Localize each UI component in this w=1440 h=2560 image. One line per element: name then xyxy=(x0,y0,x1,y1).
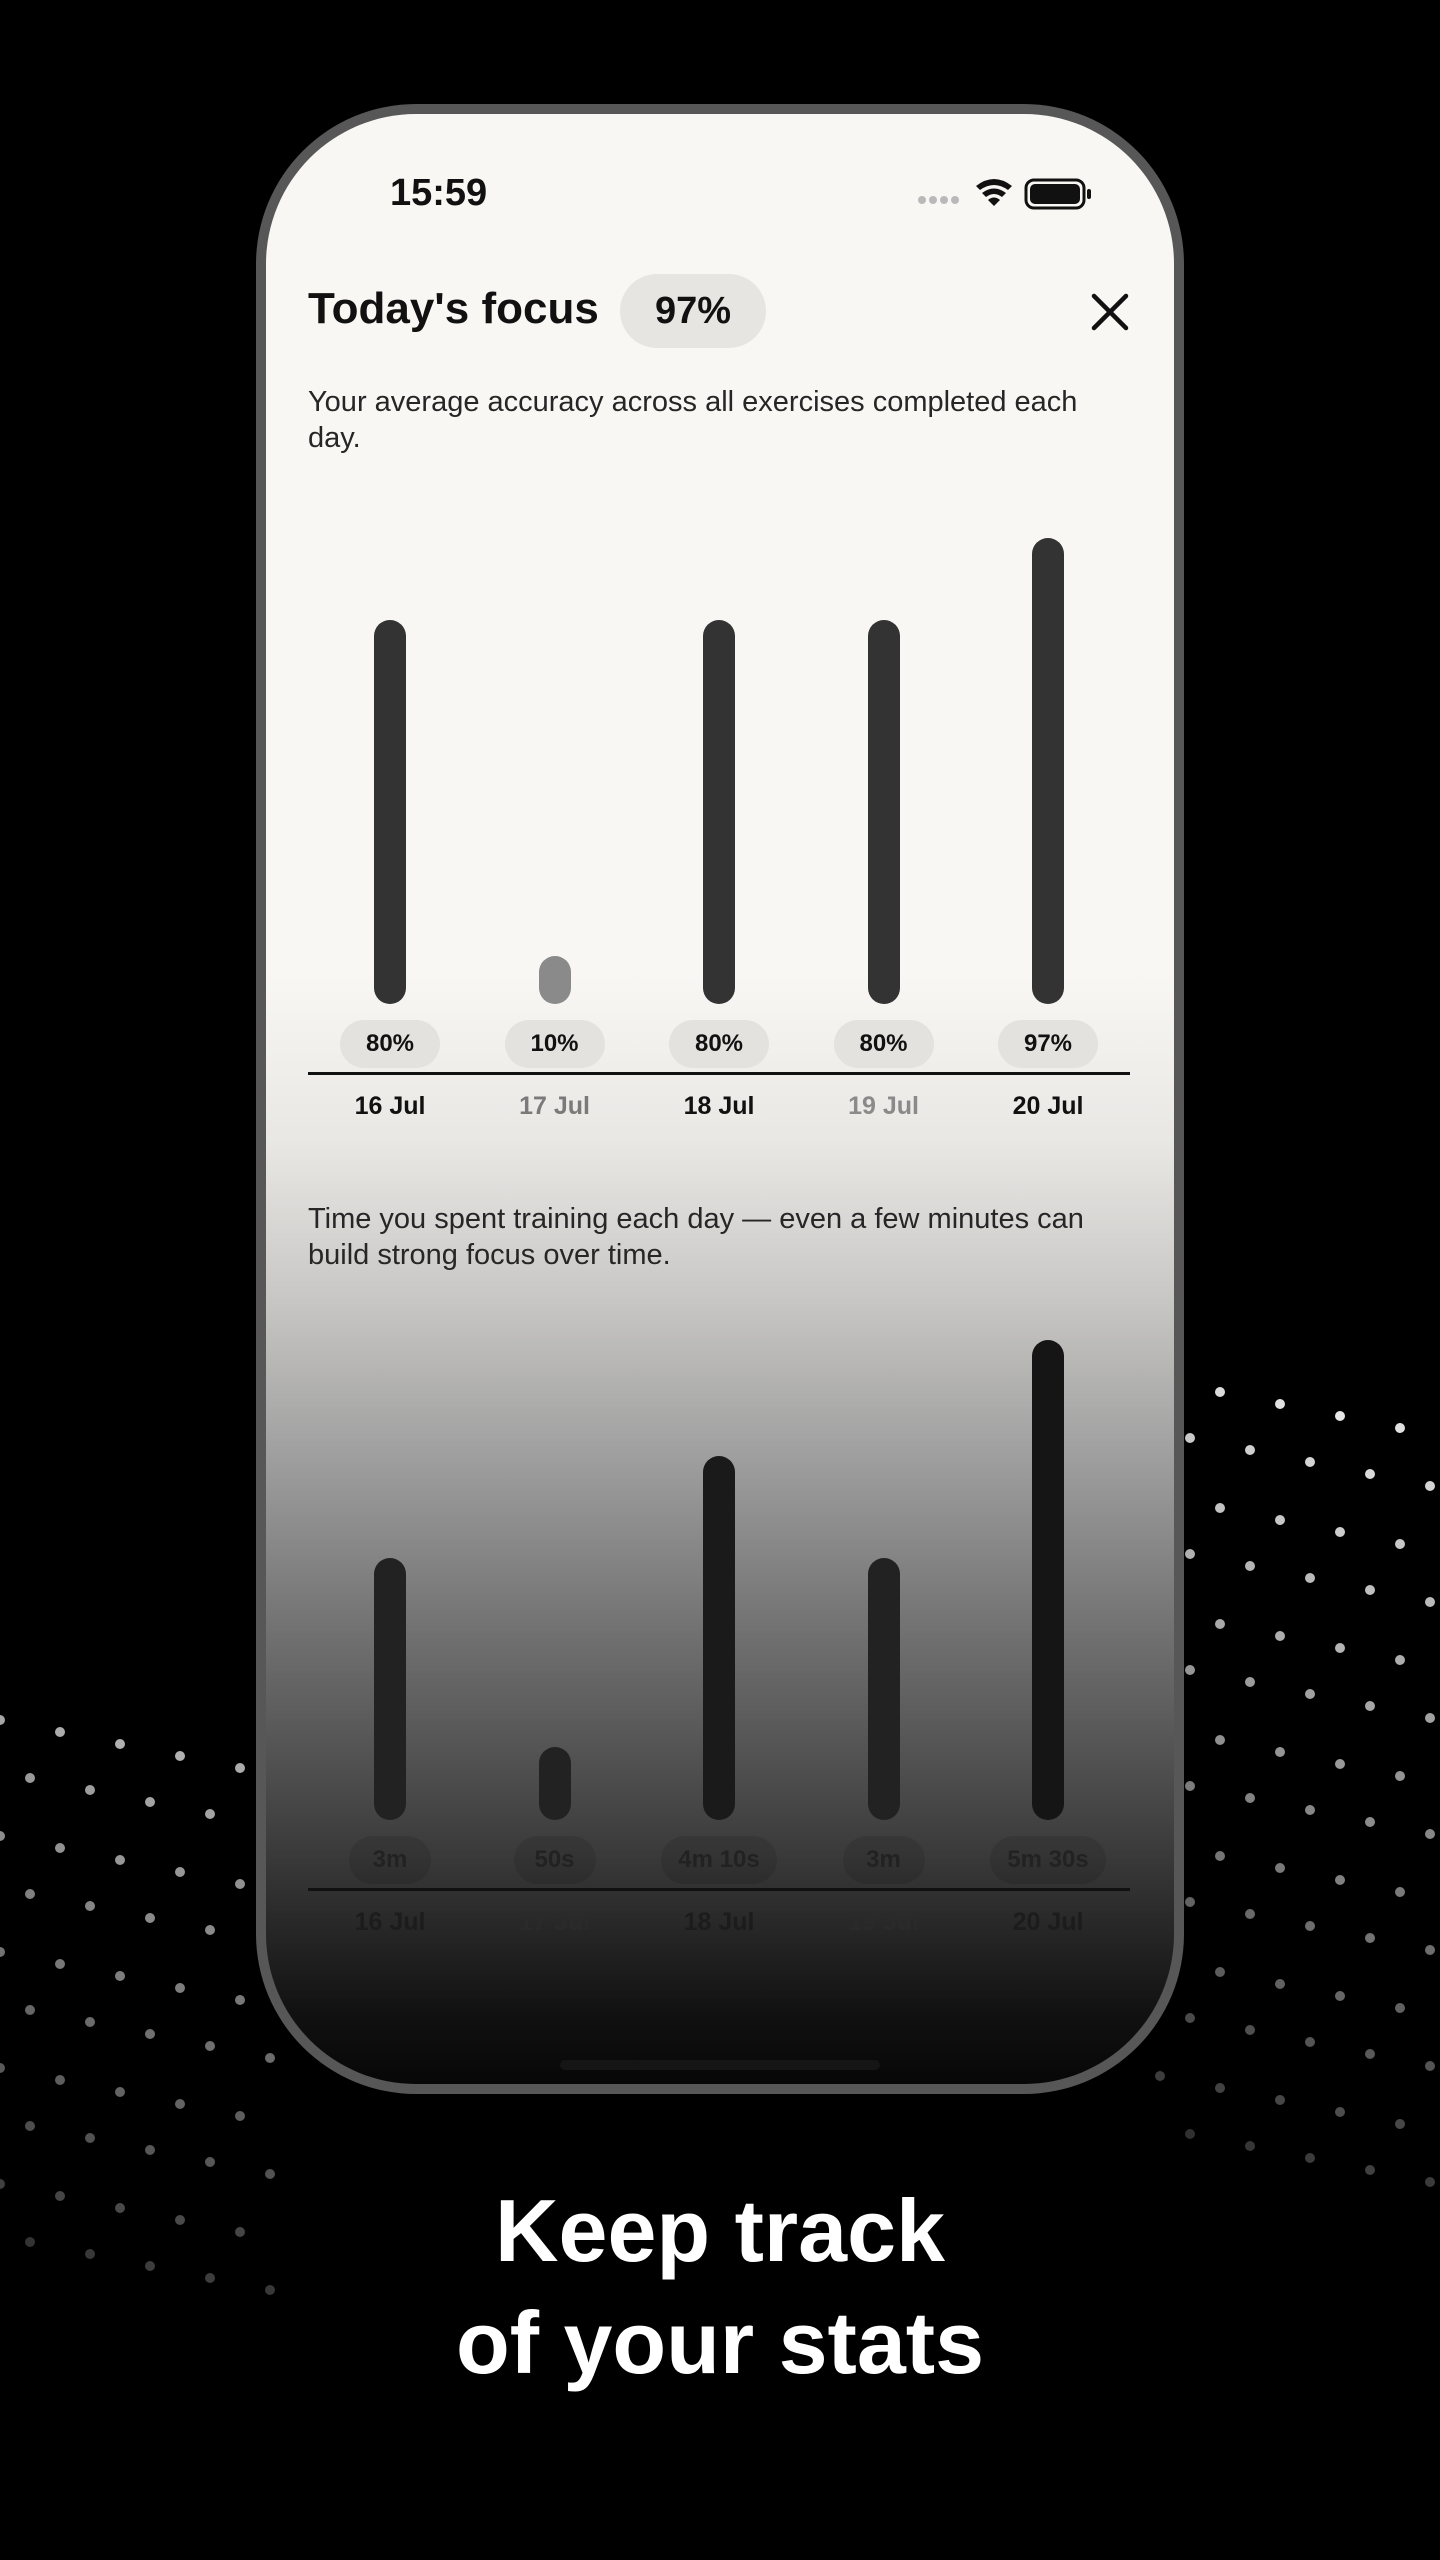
bar-value-label: 97% xyxy=(998,1020,1098,1068)
x-axis-date-label: 19 Jul xyxy=(848,1092,919,1120)
home-indicator[interactable] xyxy=(560,2060,880,2070)
bar-value-label: 3m xyxy=(843,1836,925,1884)
page-title: Today's focus xyxy=(308,284,599,333)
status-icons xyxy=(916,174,1096,219)
chart-column xyxy=(473,484,637,1144)
chart-column xyxy=(473,1300,637,1960)
x-axis-date-label: 17 Jul xyxy=(519,1092,590,1120)
chart-column xyxy=(637,1300,801,1960)
phone-screen xyxy=(266,114,1174,2084)
bar-value-label: 50s xyxy=(514,1836,596,1884)
chart-column xyxy=(966,1300,1130,1960)
bar[interactable] xyxy=(539,956,571,1004)
chart-column xyxy=(308,484,472,1144)
accuracy-description: Your average accuracy across all exercises completed each day. xyxy=(308,386,1078,454)
bar[interactable] xyxy=(703,620,735,1004)
marketing-caption xyxy=(0,2175,1440,2399)
bar-value-label: 4m 10s xyxy=(661,1836,777,1884)
bar-value-label: 5m 30s xyxy=(990,1836,1106,1884)
caption-line-1: Keep track xyxy=(494,2181,945,2280)
phone-frame xyxy=(256,104,1184,2094)
bar[interactable] xyxy=(374,1558,406,1820)
accuracy-chart xyxy=(308,484,1130,1244)
bar[interactable] xyxy=(703,1456,735,1820)
x-axis-date-label: 18 Jul xyxy=(683,1092,755,1120)
training-time-chart xyxy=(308,1300,1130,2060)
x-axis-date-label: 20 Jul xyxy=(1012,1908,1084,1936)
x-axis-date-label: 18 Jul xyxy=(683,1908,755,1936)
chart-column xyxy=(802,484,966,1144)
x-axis-date-label: 16 Jul xyxy=(354,1092,426,1120)
chart-column xyxy=(966,484,1130,1144)
bar[interactable] xyxy=(539,1747,571,1820)
bar[interactable] xyxy=(868,620,900,1004)
training-description: Time you spent training each day — even a few minutes can build strong focus over time. xyxy=(308,1203,1084,1271)
bar[interactable] xyxy=(374,620,406,1004)
bar-value-label: 80% xyxy=(669,1020,769,1068)
caption-line-2: of your stats xyxy=(455,2293,985,2392)
bar-value-label: 10% xyxy=(505,1020,605,1068)
battery-icon xyxy=(1026,180,1091,208)
wifi-icon xyxy=(976,179,1012,206)
header xyxy=(308,274,1138,354)
x-axis-date-label: 20 Jul xyxy=(1012,1092,1084,1120)
status-time: 15:59 xyxy=(390,172,488,214)
bar[interactable] xyxy=(1032,1340,1064,1820)
chart-column xyxy=(308,1300,472,1960)
chart-column xyxy=(637,484,801,1144)
x-axis-date-label: 16 Jul xyxy=(354,1908,426,1936)
close-icon xyxy=(1082,284,1138,340)
x-axis-date-label: 17 Jul xyxy=(519,1908,590,1936)
close-button[interactable] xyxy=(1082,284,1138,340)
bar[interactable] xyxy=(1032,538,1064,1004)
bar-value-label: 80% xyxy=(834,1020,934,1068)
cellular-signal-icon xyxy=(918,196,959,204)
x-axis-date-label: 19 Jul xyxy=(848,1908,919,1936)
focus-score-badge: 97% xyxy=(620,274,766,348)
chart-column xyxy=(802,1300,966,1960)
bar-value-label: 3m xyxy=(349,1836,431,1884)
bar[interactable] xyxy=(868,1558,900,1820)
bar-value-label: 80% xyxy=(340,1020,440,1068)
